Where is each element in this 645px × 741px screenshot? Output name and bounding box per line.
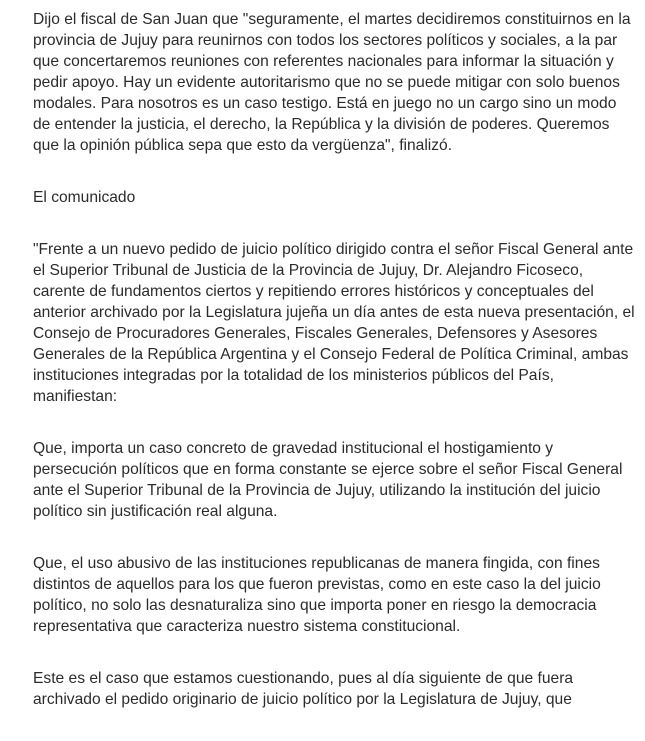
- statement-paragraph: Que, el uso abusivo de las instituciones republicanas de manera fingida, con fines distintos de aquellos para los que fueron previstas, como en este caso la del juicio político, no solo las desnaturaliza sino que importa poner en riesgo la democracia representativa que caracteriza nuestro sistema constitucional.: [33, 555, 601, 635]
- article-body: [33, 9, 638, 741]
- section-subheading: El comunicado: [33, 189, 136, 206]
- quote-paragraph: Dijo el fiscal de San Juan que "seguramente, el martes decidiremos constituirnos en la provincia de Jujuy para reunirnos con todos los sectores políticos y sociales, a la par que concertaremos reuniones con referentes nacionales para informar la situación y pedir apoyo. Hay un evidente autoritarismo que no se puede mitigar con solo buenos modales. Para nosotros es un caso testigo. Está en juego no un cargo sino un modo de entender la justicia, el derecho, la República y la división de poderes. Queremos que la opinión pública sepa que esto da vergüenza", finalizó.: [33, 11, 631, 154]
- statement-paragraph: "Frente a un nuevo pedido de juicio político dirigido contra el señor Fiscal General ante el Superior Tribunal de Justicia de la Provincia de Jujuy, Dr. Alejandro Ficoseco, carente de fundamentos ciertos y repitiendo errores históricos y conceptuales del anterior archivado por la Legislatura jujeña un día antes de esta nueva presentación, el Consejo de Procuradores Generales, Fiscales Generales, Defensores y Asesores Generales de la República Argentina y el Consejo Federal de Política Criminal, ambas instituciones integradas por la totalidad de los ministerios públicos del País, manifiestan:: [33, 241, 635, 405]
- statement-paragraph: Que, importa un caso concreto de gravedad institucional el hostigamiento y persecución políticos que en forma constante se ejerce sobre el señor Fiscal General ante el Superior Tribunal de la Provincia de Jujuy, utilizando la institución del juicio político sin justificación real alguna.: [33, 440, 623, 520]
- statement-paragraph: Este es el caso que estamos cuestionando, pues al día siguiente de que fuera archivado el pedido originario de juicio político por la Legislatura de Jujuy, que: [33, 670, 574, 708]
